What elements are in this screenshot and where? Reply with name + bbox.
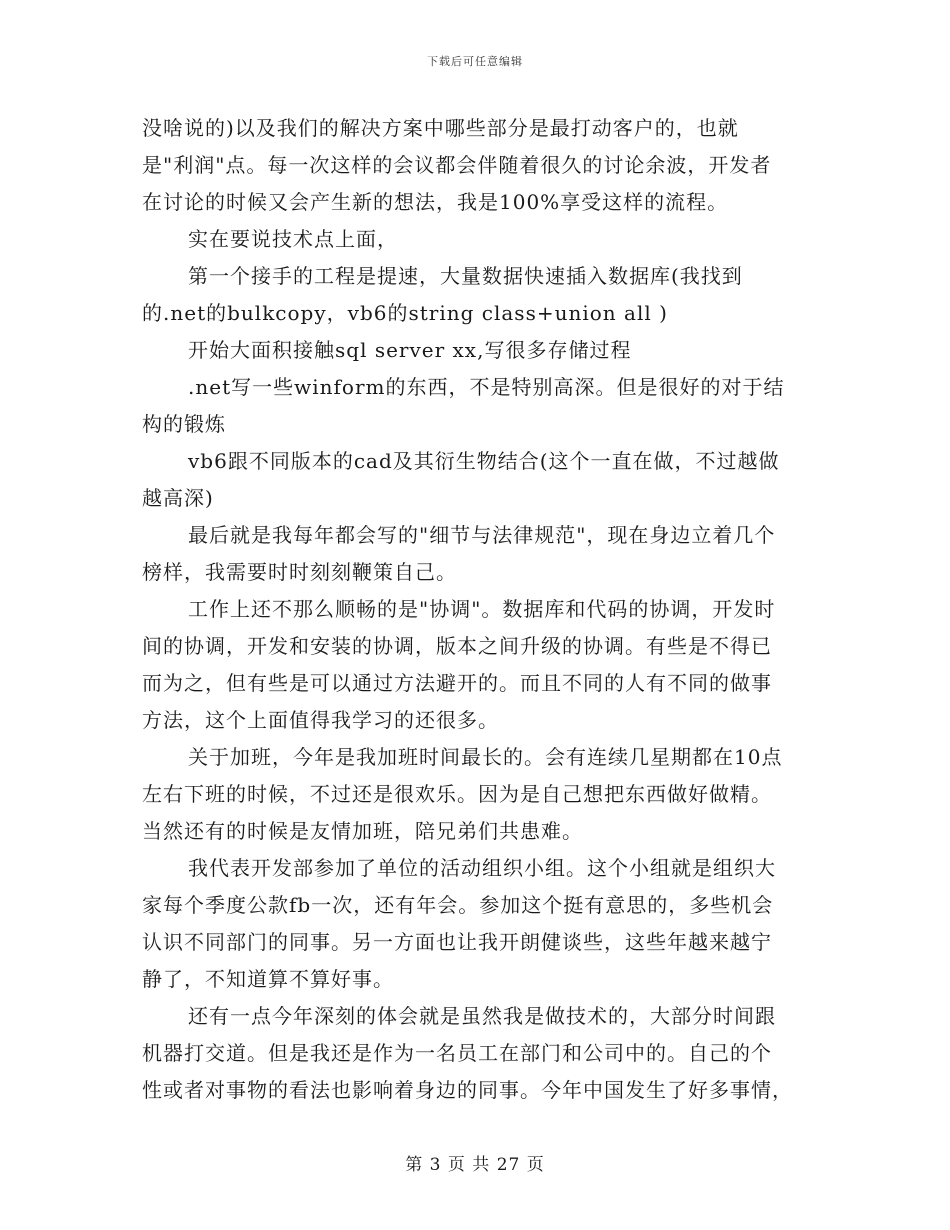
text-line: 构的锻炼 <box>142 412 226 436</box>
text-line: 关于加班，今年是我加班时间最长的。会有连续几星期都在10点 <box>188 745 783 769</box>
text-line: .net写一些winform的东西，不是特别高深。但是很好的对于结 <box>188 375 785 399</box>
text-line: 方法，这个上面值得我学习的还很多。 <box>142 708 499 732</box>
text-line: 榜样，我需要时时刻刻鞭策自己。 <box>142 560 457 584</box>
text-line: 我代表开发部参加了单位的活动组织小组。这个小组就是组织大 <box>188 856 776 880</box>
text-line: 越高深) <box>142 486 214 510</box>
page-number-footer: 第 3 页 共 27 页 <box>405 1155 545 1175</box>
text-line: 开始大面积接触sql server xx,写很多存储过程 <box>188 338 632 362</box>
text-line: 没啥说的)以及我们的解决方案中哪些部分是最打动客户的，也就 <box>142 116 739 140</box>
text-line: vb6跟不同版本的cad及其衍生物结合(这个一直在做，不过越做 <box>188 449 780 473</box>
text-line: 还有一点今年深刻的体会就是虽然我是做技术的，大部分时间跟 <box>188 1004 776 1028</box>
text-line: 而为之，但有些是可以通过方法避开的。而且不同的人有不同的做事 <box>142 671 772 695</box>
text-line: 家每个季度公款fb一次，还有年会。参加这个挺有意思的，多些机会 <box>142 893 774 917</box>
page-header: 下载后可任意编辑 <box>427 55 523 68</box>
text-line: 是"利润"点。每一次这样的会议都会伴随着很久的讨论余波，开发者 <box>142 153 772 177</box>
text-line: 在讨论的时候又会产生新的想法，我是100%享受这样的流程。 <box>142 190 729 214</box>
text-line: 左右下班的时候，不过还是很欢乐。因为是自己想把东西做好做精。 <box>142 782 772 806</box>
text-line: 认识不同部门的同事。另一方面也让我开朗健谈些，这些年越来越宁 <box>142 930 772 954</box>
text-line: 的.net的bulkcopy，vb6的string class+union all ) <box>142 301 668 325</box>
text-line: 当然还有的时候是友情加班，陪兄弟们共患难。 <box>142 819 583 843</box>
text-line: 工作上还不那么顺畅的是"协调"。数据库和代码的协调，开发时 <box>188 597 776 621</box>
text-line: 机器打交道。但是我还是作为一名员工在部门和公司中的。自己的个 <box>142 1041 772 1065</box>
text-line: 静了，不知道算不算好事。 <box>142 967 394 991</box>
body-text <box>142 110 807 1109</box>
text-line: 第一个接手的工程是提速，大量数据快速插入数据库(我找到 <box>188 264 743 288</box>
text-line: 实在要说技术点上面， <box>188 227 398 251</box>
text-line: 最后就是我每年都会写的"细节与法律规范"，现在身边立着几个 <box>188 523 776 547</box>
text-line: 间的协调，开发和安装的协调，版本之间升级的协调。有些是不得已 <box>142 634 772 658</box>
text-line: 性或者对事物的看法也影响着身边的同事。今年中国发生了好多事情， <box>142 1078 793 1102</box>
